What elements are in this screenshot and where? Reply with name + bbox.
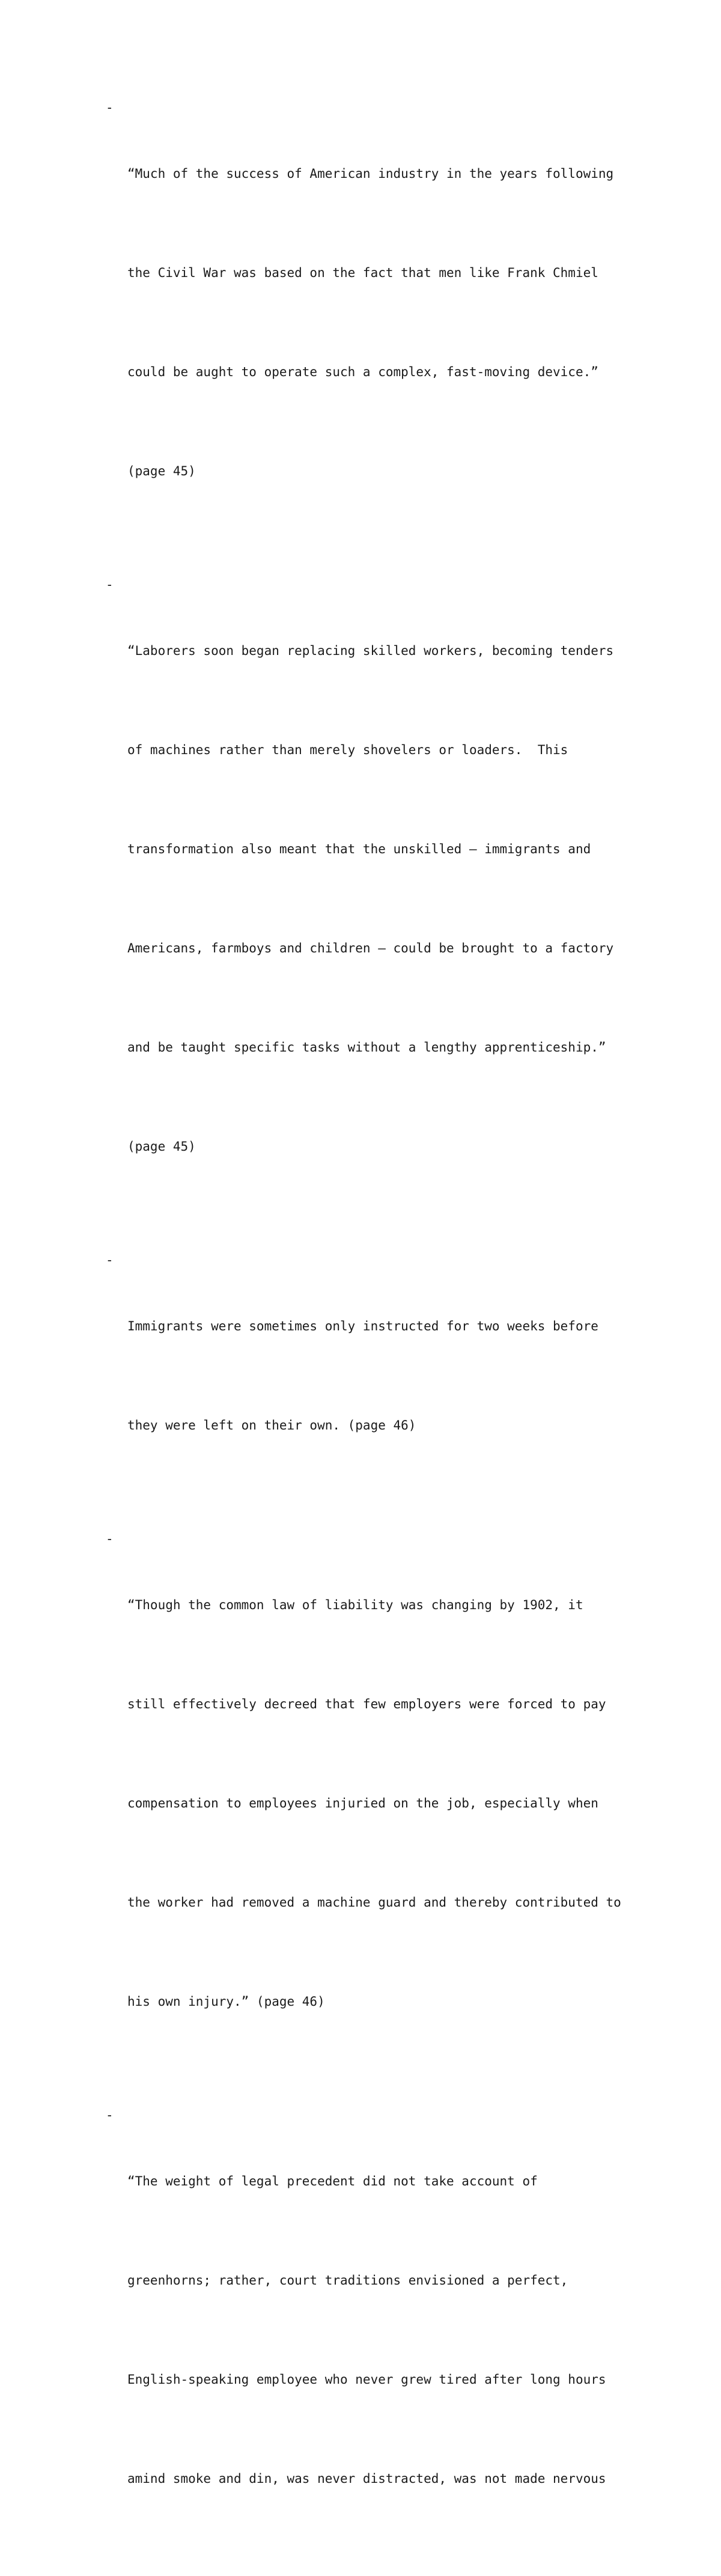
list-item	[106, 91, 646, 554]
text-line: greenhorns; rather, court traditions envisioned a perfect,	[127, 2273, 568, 2288]
bullet-text	[127, 1244, 646, 1508]
text-line: and be taught specific tasks without a lengthy apprenticeship.”	[127, 1040, 606, 1055]
text-line: “Much of the success of American industry in the years following	[127, 166, 614, 181]
text-line: of machines rather than merely shovelers or loaders. This	[127, 743, 568, 757]
list-item	[106, 2099, 646, 2562]
text-line: transformation also meant that the unskilled – immigrants and	[127, 842, 591, 856]
bullet-text	[127, 1523, 646, 2084]
bullet-dash: -	[106, 577, 114, 592]
bullet-dash: -	[106, 100, 114, 115]
bullet-text	[127, 568, 646, 1229]
text-line: the Civil War was based on the fact that men like Frank Chmiel	[127, 266, 598, 280]
text-line: still effectively decreed that few employers were forced to pay	[127, 1697, 606, 1711]
bullet-dash: -	[106, 1253, 114, 1267]
text-line: could be aught to operate such a complex, fast-moving device.”	[127, 365, 598, 379]
text-line: amind smoke and din, was never distracted, was not made nervous	[127, 2471, 606, 2486]
text-line: (page 45)	[127, 1139, 196, 1154]
text-line: compensation to employees injuried on the job, especially when	[127, 1796, 598, 1810]
bullet-text	[127, 91, 646, 554]
list-item	[106, 568, 646, 1229]
text-line: they were left on their own. (page 46)	[127, 1418, 416, 1433]
text-line: the worker had removed a machine guard and thereby contributed to	[127, 1895, 621, 1910]
text-line: his own injury.” (page 46)	[127, 1994, 325, 2009]
text-line: (page 45)	[127, 464, 196, 478]
text-line: “Laborers soon began replacing skilled workers, becoming tenders	[127, 644, 614, 658]
bullet-text	[127, 2099, 646, 2562]
text-line: Americans, farmboys and children – could be brought to a factory	[127, 941, 614, 955]
bullet-dash: -	[106, 1532, 114, 1546]
bullet-list	[106, 91, 646, 2576]
list-item	[106, 1523, 646, 2084]
text-line: English-speaking employee who never grew tired after long hours	[127, 2372, 606, 2387]
text-line: “The weight of legal precedent did not take account of	[127, 2174, 538, 2188]
text-line: Immigrants were sometimes only instructed for two weeks before	[127, 1319, 598, 1333]
bullet-dash: -	[106, 2108, 114, 2122]
list-item	[106, 1244, 646, 1508]
text-line: “Though the common law of liability was changing by 1902, it	[127, 1598, 583, 1612]
